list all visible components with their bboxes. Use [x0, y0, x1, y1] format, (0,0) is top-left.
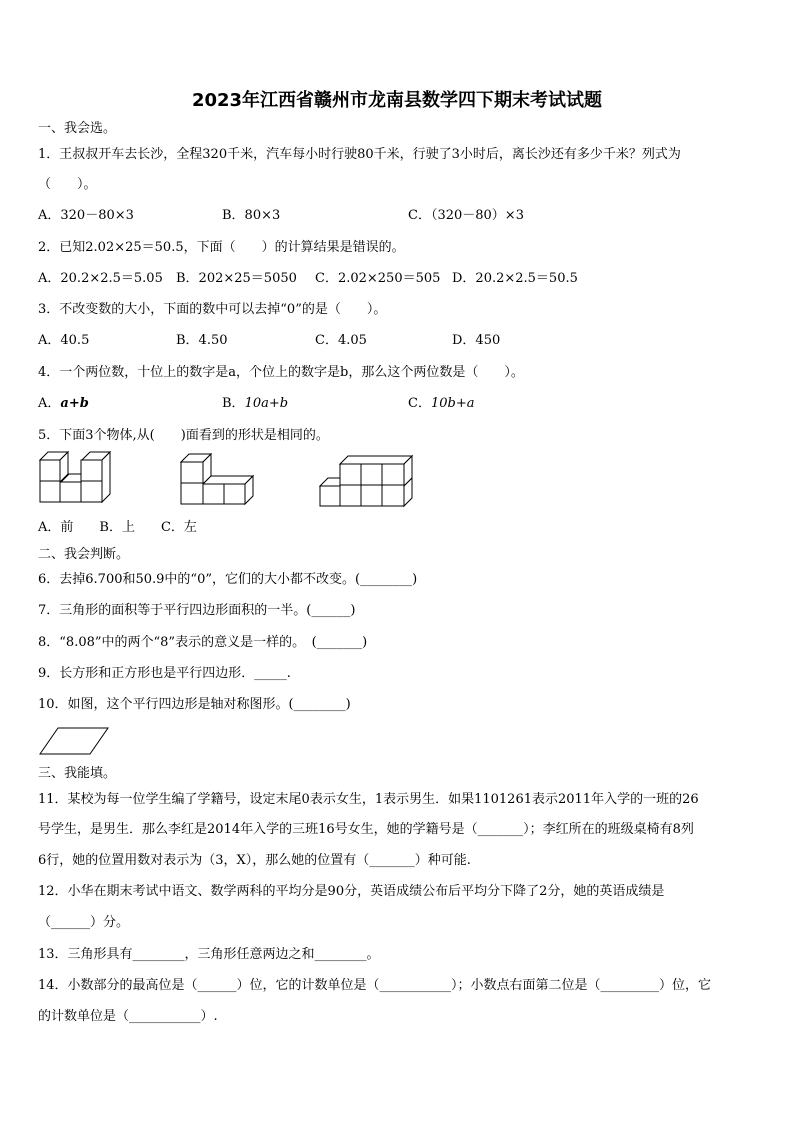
q5-text: 5．下面3个物体,从( )面看到的形状是相同的。	[38, 428, 329, 443]
q4-text: 4．一个两位数，十位上的数字是a，个位上的数字是b，那么这个两位数是（ ）。	[38, 365, 524, 380]
q5-options: A．前 B．上 C．左	[38, 520, 197, 535]
q3-option-c: C．4.05	[315, 333, 367, 348]
q2-text: 2．已知2.02×25＝50.5，下面（ ）的计算结果是错误的。	[38, 240, 405, 255]
page-title: 2023年江西省赣州市龙南县数学四下期末考试试题	[191, 90, 603, 111]
q12-line1: 12．小华在期末考试中语文、数学两科的平均分是90分，英语成绩公布后平均分下降了2分，她的英语成绩是	[38, 884, 665, 899]
q1-line1: 1．王叔叔开车去长沙，全程320千米，汽车每小时行驶80千米，行驶了3小时后，离长沙还有多少千米？列式为	[38, 147, 681, 162]
q4-option-b-label: B．	[222, 396, 245, 411]
q13-text: 13．三角形具有________，三角形任意两边之和________。	[38, 947, 380, 962]
q3-option-a: A．40.5	[38, 333, 90, 348]
q4-option-c-expr: 10b+a	[430, 396, 475, 411]
q4-option-c-label: C．	[408, 396, 431, 411]
q1-option-a: A．320－80×3	[38, 208, 134, 223]
q14-line1: 14．小数部分的最高位是（______）位，它的计数单位是（___________）；小数点右面第二位是（_________）位，它	[38, 978, 712, 993]
q1-option-c: C．（320－80）×3	[408, 208, 524, 223]
section-3-heading: 三、我能填。	[38, 766, 117, 781]
q1-line2: （ ）。	[38, 177, 97, 192]
q6-text: 6．去掉6.700和50.9中的“0”，它们的大小都不改变。(________)	[38, 572, 418, 587]
q2-option-d: D．20.2×2.5＝50.5	[452, 271, 578, 286]
q2-option-c: C．2.02×250＝505	[315, 271, 441, 286]
q12-line2: （______）分。	[38, 915, 130, 930]
q9-text: 9．长方形和正方形也是平行四边形．_____.	[38, 666, 291, 681]
q5-figure-2	[181, 454, 261, 506]
q10-text: 10．如图，这个平行四边形是轴对称图形。(________)	[38, 697, 351, 712]
q2-option-b: B．202×25＝5050	[176, 271, 297, 286]
q4-option-a-label: A．	[38, 396, 61, 411]
section-2-heading: 二、我会判断。	[38, 547, 130, 562]
section-1-heading: 一、我会选。	[38, 121, 117, 136]
q11-line3: 6行，她的位置用数对表示为（3，X），那么她的位置有（_______）种可能.	[38, 853, 471, 868]
q4-option-a-expr: a+b	[60, 396, 89, 411]
q10-parallelogram-figure	[40, 728, 110, 756]
q5-figure-1	[40, 452, 115, 506]
q4-option-b-expr: 10a+b	[244, 396, 289, 411]
q3-option-d: D．450	[452, 333, 501, 348]
q8-text: 8．“8.08”中的两个“8”表示的意义是一样的。 (_______)	[38, 635, 368, 650]
q4-option-c	[408, 396, 474, 412]
q2-option-a: A．20.2×2.5＝5.05	[38, 271, 163, 286]
q4-option-b	[222, 396, 288, 412]
q14-line2: 的计数单位是（___________）.	[38, 1009, 218, 1024]
q3-option-b: B．4.50	[176, 333, 228, 348]
q11-line2: 号学生，是男生．那么李红是2014年入学的三班16号女生，她的学籍号是（_______）；李红所在的班级桌椅有8列	[38, 822, 694, 837]
q1-option-b: B．80×3	[222, 208, 281, 223]
q7-text: 7．三角形的面积等于平行四边形面积的一半。(______)	[38, 603, 356, 618]
q11-line1: 11．某校为每一位学生编了学籍号，设定末尾0表示女生，1表示男生．如果1101261表示2011年入学的一班的26	[38, 792, 699, 807]
q3-text: 3．不改变数的大小，下面的数中可以去掉“0”的是（ ）。	[38, 302, 387, 317]
q4-option-a	[38, 396, 89, 412]
q5-figure-3	[320, 456, 415, 508]
